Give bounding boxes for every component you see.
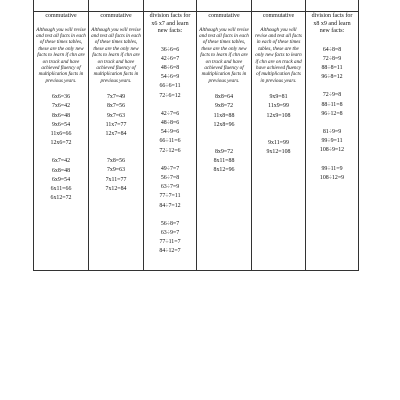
fact-item: 9x6=54 (51, 121, 71, 128)
fact-item: 72÷12=6 (159, 147, 181, 154)
fact-item: 11x6=66 (50, 130, 72, 137)
fact-item: 8x6=48 (51, 112, 71, 119)
fact-item: 84÷7=12 (159, 202, 181, 209)
fact-item: 63÷7=9 (160, 184, 180, 191)
fact-item: 12x8=96 (213, 121, 235, 128)
fact-item: 9x9=81 (269, 94, 288, 101)
revision-note: Although you will revise and test all facts in each of these times tables, these are the only new facts to learn if chn are on track and have achieved fluency of multiplication facts in previous years. (91, 26, 141, 84)
fact-item: 64÷8=8 (322, 46, 342, 53)
fact-group (146, 46, 194, 101)
fact-item: 54÷6=9 (160, 74, 180, 81)
column-header: commutative (100, 13, 132, 19)
fact-item: 7x11=77 (105, 176, 127, 183)
fact-item: 72÷9=8 (322, 92, 342, 99)
fact-item: 6x8=48 (51, 167, 71, 174)
fact-item: 108÷9=12 (319, 147, 345, 154)
fact-group (36, 93, 86, 148)
fact-item: 72÷6=12 (159, 92, 181, 99)
fact-item: 11x9=99 (268, 103, 289, 110)
fact-group (308, 46, 356, 83)
fact-item: 42÷6=7 (160, 55, 180, 62)
fact-group (199, 148, 249, 176)
fact-group (91, 157, 141, 194)
fact-group (36, 157, 86, 203)
fact-item: 42÷7=6 (160, 110, 180, 117)
fact-item: 9x8=72 (214, 103, 234, 110)
fact-item: 108÷12=9 (319, 174, 345, 181)
fact-item: 81÷9=9 (322, 128, 342, 135)
fact-item: 96÷8=12 (321, 74, 343, 81)
fact-item: 77÷7=11 (159, 193, 181, 200)
column-x9 (252, 12, 306, 271)
fact-item: 66÷6=11 (159, 83, 181, 90)
fact-item: 9x7=63 (106, 112, 126, 119)
fact-item: 49÷7=7 (160, 165, 180, 172)
column-x7 (89, 12, 144, 271)
fact-item: 6x11=66 (50, 185, 72, 192)
fact-item: 9x11=99 (268, 139, 289, 146)
fact-group (91, 93, 141, 139)
fact-item: 6x9=54 (51, 176, 71, 183)
fact-group (199, 93, 249, 130)
fact-item: 6x7=42 (51, 158, 71, 165)
column-x8 (197, 12, 252, 271)
times-tables-grid (33, 0, 359, 271)
fact-item: 7x12=84 (105, 185, 127, 192)
fact-group (254, 139, 303, 157)
fact-item: 48÷6=8 (160, 64, 180, 71)
fact-item: 8x9=72 (214, 148, 234, 155)
fact-item: 12x9=108 (266, 112, 291, 119)
fact-item: 77÷11=7 (159, 239, 181, 246)
column-division-x6-x7 (144, 12, 197, 271)
fact-item: 54÷9=6 (160, 129, 180, 136)
fact-item: 7x9=63 (106, 167, 126, 174)
fact-item: 8x12=96 (213, 167, 235, 174)
column-x6 (34, 12, 89, 271)
fact-item: 12x7=84 (105, 130, 127, 137)
column-header: commutative (262, 13, 295, 19)
fact-item: 6x12=72 (50, 195, 72, 202)
fact-item: 36÷6=6 (160, 46, 180, 53)
column-header: commutative (45, 13, 77, 19)
fact-item: 9x12=108 (266, 148, 291, 155)
column-header: division facts for x8 x9 and learn new facts: (311, 13, 353, 34)
fact-item: 56÷8=7 (160, 220, 180, 227)
fact-item: 12x6=72 (50, 140, 72, 147)
column-division-x8-x9 (306, 12, 359, 271)
fact-item: 11x7=77 (105, 121, 127, 128)
fact-item: 6x6=36 (51, 94, 71, 101)
fact-group (308, 91, 356, 119)
table-top-row (34, 0, 359, 12)
fact-item: 8x7=56 (106, 103, 126, 110)
fact-item: 88÷8=11 (321, 64, 343, 71)
fact-group (146, 165, 194, 211)
fact-group (146, 220, 194, 257)
fact-item: 72÷8=9 (322, 55, 342, 62)
fact-item: 66÷11=6 (159, 138, 181, 145)
revision-note: Although you will revise and test all facts in each of these times tables, these are the only new facts to learn if chn are on track and have achieved fluency of multiplication facts in previous years. (36, 26, 86, 84)
fact-group (308, 128, 356, 156)
fact-item: 99÷9=11 (321, 138, 343, 145)
fact-group (146, 110, 194, 156)
fact-item: 99÷11=9 (321, 165, 343, 172)
fact-item: 63÷9=7 (160, 229, 180, 236)
fact-item: 48÷8=6 (160, 119, 180, 126)
fact-item: 96÷12=8 (321, 110, 343, 117)
fact-item: 7x6=42 (51, 103, 71, 110)
fact-group (254, 93, 303, 121)
fact-item: 8x11=88 (213, 158, 235, 165)
fact-item: 7x7=49 (106, 94, 126, 101)
table-row (34, 12, 359, 271)
fact-group (308, 165, 356, 183)
fact-item: 88÷11=8 (321, 101, 343, 108)
fact-item: 84÷12=7 (159, 248, 181, 255)
column-header: commutative (208, 13, 240, 19)
fact-item: 11x8=88 (213, 112, 235, 119)
revision-note: Although you will revise and test all facts in each of these times tables, these are the only new facts to learn if chn are on track and have achieved fluency of multiplication facts in previous years. (255, 26, 302, 84)
fact-item: 8x8=64 (214, 94, 234, 101)
fact-item: 56÷7=8 (160, 174, 180, 181)
column-header: division facts for x6 x7 and learn new facts: (149, 13, 191, 34)
revision-note: Although you will revise and test all facts in each of these times tables, these are the only new facts to learn if chn are on track and have achieved fluency of multiplication facts in previous years. (199, 26, 249, 84)
fact-item: 7x8=56 (106, 158, 126, 165)
